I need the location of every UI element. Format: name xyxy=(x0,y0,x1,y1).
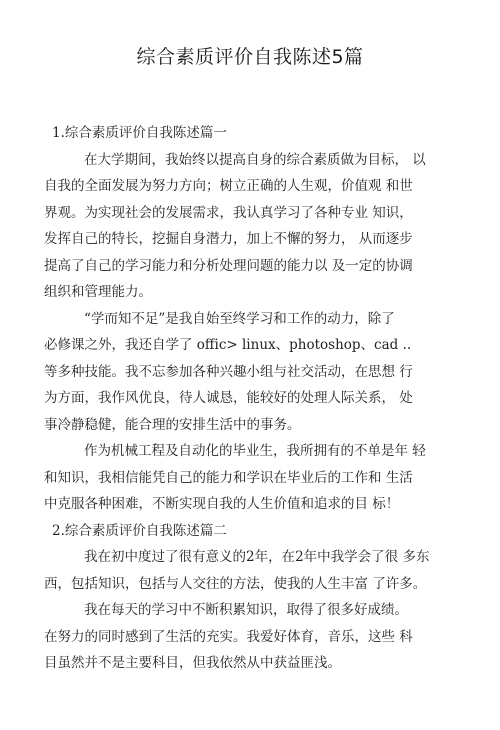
paragraph-line: 我在每天的学习中不断积累知识，取得了很多好成绩。 xyxy=(84,602,408,618)
paragraph-line: 事冷静稳健，能合理的安排生活中的事务。 xyxy=(44,416,301,433)
section-heading-2: 2.综合素质评价自我陈述篇二 xyxy=(52,522,227,539)
paragraph-line: 在努力的同时感到了生活的充实。我爱好体育，音乐，这些 科 xyxy=(44,628,413,645)
paragraph-line: 和知识，我相信能凭自己的能力和学识在毕业后的工作和 生活 xyxy=(44,469,413,486)
document-body xyxy=(44,120,464,677)
paragraph-line: 我在初中度过了很有意义的2年，在2年中我学会了很 多东 xyxy=(84,549,430,565)
paragraph-line: 发挥自己的特长，挖掘自身潜力，加上不懈的努力， 从而逐步 xyxy=(44,231,413,247)
paragraph-line: 自我的全面发展为努力方向；树立正确的人生观，价值观 和世 xyxy=(44,178,413,194)
paragraph-line: 为方面，我作风优良，待人诚恳，能较好的处理人际关系， 处 xyxy=(44,390,413,406)
paragraph-line: 组织和管理能力。 xyxy=(44,284,152,300)
paragraph-line: 等多种技能。我不忘参加各种兴趣小组与社交活动，在思想 行 xyxy=(44,363,413,380)
paragraph-line: 在大学期间，我始终以提高自身的综合素质做为目标， 以 xyxy=(84,151,426,168)
paragraph-line: “学而知不足”是我自始至终学习和工作的动力，除了 xyxy=(84,310,395,327)
document-title: 综合素质评价自我陈述5篇 xyxy=(136,46,364,68)
paragraph-line: 必修课之外，我还自学了 offic> linux、photoshop、cad .. xyxy=(44,337,412,353)
paragraph-line: 中克服各种困难，不断实现自我的人生价值和追求的目 标！ xyxy=(44,496,400,512)
paragraph-line: 西，包括知识，包括与人交往的方法，使我的人生丰富 了许多。 xyxy=(44,575,427,592)
paragraph-line: 界观。为实现社会的发展需求，我认真学习了各种专业 知识， xyxy=(44,204,413,221)
section-heading-1: 1.综合素质评价自我陈述篇一 xyxy=(52,125,227,141)
paragraph-line: 作为机械工程及自动化的毕业生，我所拥有的不单是年 轻 xyxy=(84,443,426,459)
paragraph-line: 提高了自己的学习能力和分析处理问题的能力以 及一定的协调 xyxy=(44,257,413,274)
paragraph-line: 目虽然并不是主要科目，但我依然从中获益匪浅。 xyxy=(44,655,341,671)
